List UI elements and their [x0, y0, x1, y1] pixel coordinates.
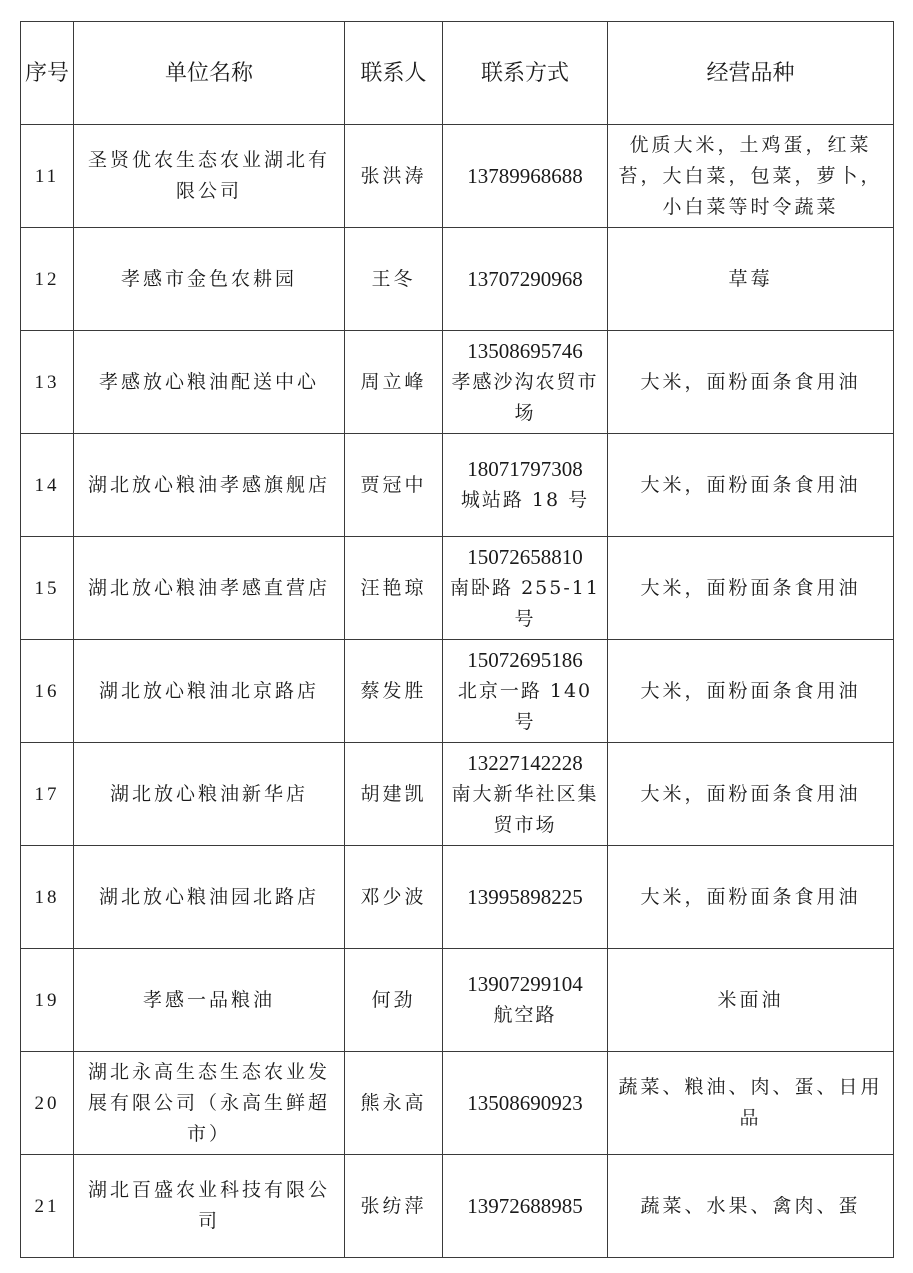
- row-serial: 16: [21, 640, 74, 743]
- row-contact-method: [443, 949, 608, 1052]
- header-products: 经营品种: [608, 22, 894, 125]
- row-unit-name: 湖北放心粮油孝感旗舰店: [74, 434, 345, 537]
- row-serial: 15: [21, 537, 74, 640]
- phone-number: 13995898225: [467, 884, 583, 909]
- phone-number: 13227142228: [467, 750, 583, 775]
- address: 南卧路 255-11 号: [450, 576, 600, 630]
- table-row: [21, 125, 894, 228]
- row-products: 大米，面粉面条食用油: [608, 640, 894, 743]
- row-unit-name: 孝感放心粮油配送中心: [74, 331, 345, 434]
- phone-number: 13508695746: [467, 338, 583, 363]
- row-contact-method: [443, 846, 608, 949]
- row-contact: 贾冠中: [345, 434, 443, 537]
- row-products: 大米，面粉面条食用油: [608, 331, 894, 434]
- row-serial: 18: [21, 846, 74, 949]
- phone-number: 13508690923: [467, 1090, 583, 1115]
- row-unit-name: 孝感一品粮油: [74, 949, 345, 1052]
- table-row: [21, 1052, 894, 1155]
- row-products: 蔬菜、粮油、肉、蛋、日用品: [608, 1052, 894, 1155]
- row-contact: 周立峰: [345, 331, 443, 434]
- row-contact: 何劲: [345, 949, 443, 1052]
- row-products: 优质大米，土鸡蛋，红菜苔，大白菜，包菜，萝卜，小白菜等时令蔬菜: [608, 125, 894, 228]
- row-serial: 13: [21, 331, 74, 434]
- row-unit-name: 湖北放心粮油孝感直营店: [74, 537, 345, 640]
- row-unit-name: 圣贤优农生态农业湖北有限公司: [74, 125, 345, 228]
- phone-number: 15072658810: [467, 544, 583, 569]
- header-contact-method: 联系方式: [443, 22, 608, 125]
- row-products: 大米，面粉面条食用油: [608, 846, 894, 949]
- address: 南大新华社区集贸市场: [451, 782, 599, 836]
- table-row: [21, 846, 894, 949]
- row-serial: 19: [21, 949, 74, 1052]
- header-unit-name: 单位名称: [74, 22, 345, 125]
- row-products: 蔬菜、水果、禽肉、蛋: [608, 1155, 894, 1258]
- row-contact: 汪艳琼: [345, 537, 443, 640]
- row-products: 米面油: [608, 949, 894, 1052]
- header-serial: 序号: [21, 22, 74, 125]
- row-contact: 张洪涛: [345, 125, 443, 228]
- phone-number: 15072695186: [467, 647, 583, 672]
- row-contact: 王冬: [345, 228, 443, 331]
- row-serial: 20: [21, 1052, 74, 1155]
- table-row: [21, 640, 894, 743]
- row-unit-name: 孝感市金色农耕园: [74, 228, 345, 331]
- row-unit-name: 湖北百盛农业科技有限公司: [74, 1155, 345, 1258]
- row-serial: 21: [21, 1155, 74, 1258]
- table-row: [21, 537, 894, 640]
- row-unit-name: 湖北永高生态生态农业发展有限公司（永高生鲜超市）: [74, 1052, 345, 1155]
- phone-number: 13789968688: [467, 163, 583, 188]
- row-serial: 11: [21, 125, 74, 228]
- supplier-table: [20, 21, 894, 1258]
- address: 航空路: [493, 1004, 557, 1026]
- phone-number: 13907299104: [467, 972, 583, 996]
- row-contact-method: [443, 537, 608, 640]
- table-row: [21, 228, 894, 331]
- row-serial: 12: [21, 228, 74, 331]
- row-contact: 邓少波: [345, 846, 443, 949]
- row-contact-method: [443, 640, 608, 743]
- row-contact-method: [443, 1155, 608, 1258]
- row-products: 大米，面粉面条食用油: [608, 537, 894, 640]
- table-row: [21, 1155, 894, 1258]
- row-products: 大米，面粉面条食用油: [608, 743, 894, 846]
- table-row: [21, 331, 894, 434]
- row-serial: 17: [21, 743, 74, 846]
- row-products: 草莓: [608, 228, 894, 331]
- row-contact-method: [443, 434, 608, 537]
- phone-number: 13707290968: [467, 266, 583, 291]
- row-contact: 蔡发胜: [345, 640, 443, 743]
- address: 北京一路 140 号: [457, 679, 593, 733]
- table-row: [21, 743, 894, 846]
- address: 孝感沙沟农贸市场: [451, 370, 599, 424]
- row-unit-name: 湖北放心粮油新华店: [74, 743, 345, 846]
- row-contact: 张纺萍: [345, 1155, 443, 1258]
- phone-number: 18071797308: [467, 457, 583, 481]
- row-contact: 胡建凯: [345, 743, 443, 846]
- table-row: [21, 434, 894, 537]
- row-contact-method: [443, 743, 608, 846]
- header-contact: 联系人: [345, 22, 443, 125]
- phone-number: 13972688985: [467, 1193, 583, 1218]
- row-unit-name: 湖北放心粮油园北路店: [74, 846, 345, 949]
- table-header-row: [21, 22, 894, 125]
- row-serial: 14: [21, 434, 74, 537]
- row-contact-method: [443, 125, 608, 228]
- row-contact-method: [443, 1052, 608, 1155]
- row-products: 大米，面粉面条食用油: [608, 434, 894, 537]
- row-unit-name: 湖北放心粮油北京路店: [74, 640, 345, 743]
- row-contact: 熊永高: [345, 1052, 443, 1155]
- row-contact-method: [443, 228, 608, 331]
- table-row: [21, 949, 894, 1052]
- address: 城站路 18 号: [460, 489, 590, 511]
- row-contact-method: [443, 331, 608, 434]
